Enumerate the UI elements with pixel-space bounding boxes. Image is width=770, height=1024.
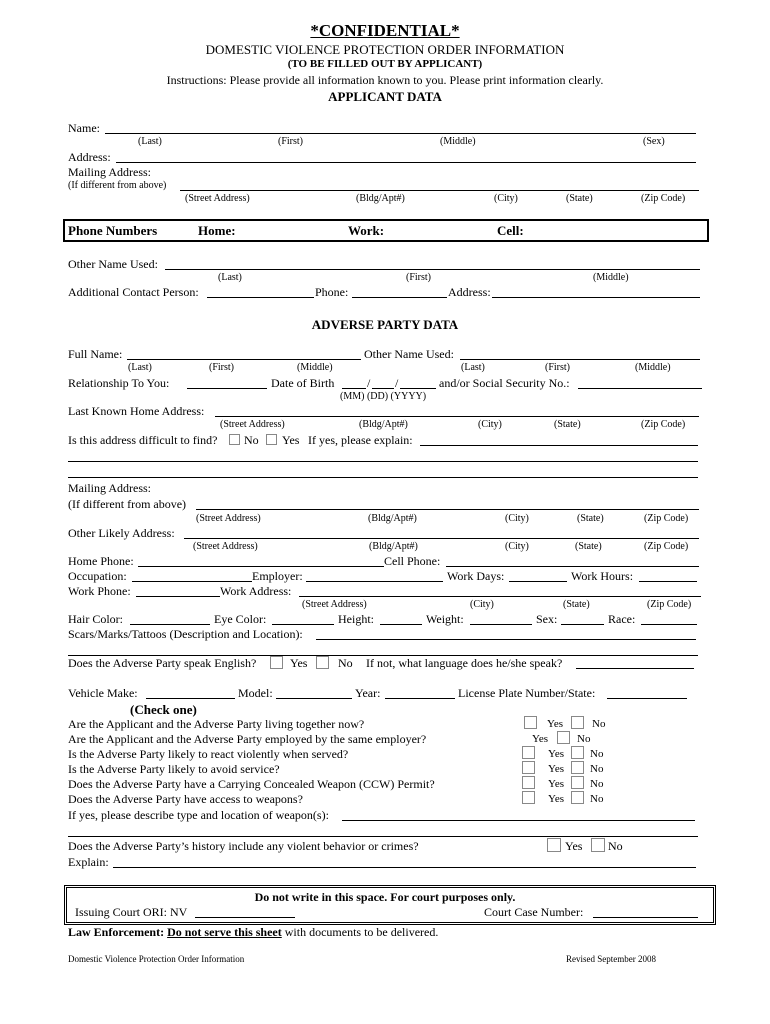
home-phone-field[interactable] — [138, 566, 384, 567]
fill-note: (TO BE FILLED OUT BY APPLICANT) — [287, 58, 483, 70]
court-ori-field — [195, 917, 295, 918]
caption-state: (State) — [577, 513, 604, 524]
home-phone-label[interactable]: Home: — [198, 223, 236, 238]
explain-field-line-2[interactable] — [68, 461, 698, 462]
react-violently-no-checkbox[interactable] — [571, 746, 584, 759]
cell-phone-label[interactable]: Cell: — [497, 223, 524, 238]
caption-city: (City) — [494, 193, 518, 204]
caption-street: (Street Address) — [220, 419, 285, 430]
work-days-label: Work Days: — [447, 569, 505, 583]
ssn-field[interactable] — [578, 388, 702, 389]
explain-question: If yes, please explain: — [308, 433, 413, 447]
no-label: No — [577, 733, 591, 745]
dob-month-field[interactable] — [342, 388, 366, 389]
work-hours-field[interactable] — [639, 581, 697, 582]
avoid-service-no-checkbox[interactable] — [571, 761, 584, 774]
weapons-yes-checkbox[interactable] — [522, 791, 535, 804]
last-known-address-label: Last Known Home Address: — [68, 404, 205, 418]
difficult-no-checkbox[interactable] — [229, 434, 240, 445]
footer-left: Domestic Violence Protection Order Information — [68, 954, 245, 964]
relationship-label: Relationship To You: — [68, 376, 170, 390]
applicant-address-label: Address: — [68, 150, 111, 164]
history-yes-checkbox[interactable] — [547, 838, 561, 852]
caption-zip: (Zip Code) — [644, 541, 689, 552]
no-label: No — [590, 793, 604, 805]
weapons-describe-line-2[interactable] — [68, 836, 698, 837]
sex-field[interactable] — [561, 624, 604, 625]
difficult-yes-label: Yes — [282, 433, 300, 447]
question-avoid-service: Is the Adverse Party likely to avoid service? — [68, 762, 280, 776]
question-ccw-permit: Does the Adverse Party have a Carrying Concealed Weapon (CCW) Permit? — [68, 777, 435, 791]
sex-label: Sex: — [536, 612, 558, 626]
caption-first: (First) — [406, 272, 431, 283]
caption-street: (Street Address) — [302, 599, 367, 610]
footer-right: Revised September 2008 — [566, 954, 656, 964]
explain-field-line-3[interactable] — [68, 477, 698, 478]
height-field[interactable] — [380, 624, 422, 625]
living-together-yes-checkbox[interactable] — [524, 716, 537, 729]
adverse-full-name-label: Full Name: — [68, 347, 123, 361]
court-case-field — [593, 917, 698, 918]
race-label: Race: — [608, 612, 636, 626]
vehicle-make-field[interactable] — [146, 698, 235, 699]
caption-zip: (Zip Code) — [641, 419, 686, 430]
law-rest-text: with documents to be delivered. — [281, 925, 439, 939]
ccw-no-checkbox[interactable] — [571, 776, 584, 789]
caption-bldg: (Bldg/Apt#) — [359, 419, 408, 430]
history-no-checkbox[interactable] — [591, 838, 605, 852]
applicant-address-field[interactable] — [116, 162, 696, 163]
caption-zip: (Zip Code) — [641, 193, 686, 204]
difficult-question: Is this address difficult to find? — [68, 433, 218, 447]
react-violently-yes-checkbox[interactable] — [522, 746, 535, 759]
same-employer-checkbox[interactable] — [557, 731, 570, 744]
employer-field[interactable] — [306, 581, 443, 582]
adverse-other-name-field[interactable] — [460, 359, 700, 360]
dob-day-field[interactable] — [372, 388, 394, 389]
caption-bldg: (Bldg/Apt#) — [356, 193, 405, 204]
adverse-heading: ADVERSE PARTY DATA — [311, 317, 459, 332]
hair-color-field[interactable] — [130, 624, 210, 625]
dob-label: Date of Birth — [271, 376, 335, 390]
question-react-violently: Is the Adverse Party likely to react violently when served? — [68, 747, 349, 761]
phone-numbers-box — [63, 219, 709, 242]
english-question: Does the Adverse Party speak English? — [68, 656, 257, 670]
applicant-other-name-label: Other Name Used: — [68, 257, 158, 271]
no-label: No — [592, 718, 606, 730]
caption-city: (City) — [505, 541, 529, 552]
plate-label: License Plate Number/State: — [458, 686, 596, 700]
year-field[interactable] — [385, 698, 455, 699]
additional-phone-field[interactable] — [352, 297, 447, 298]
page-title: *CONFIDENTIAL* — [310, 21, 460, 40]
relationship-field[interactable] — [187, 388, 267, 389]
weight-label: Weight: — [426, 612, 464, 626]
court-ori-label: Issuing Court ORI: NV — [75, 905, 188, 919]
caption-first: (First) — [209, 362, 234, 373]
caption-state: (State) — [563, 599, 590, 610]
cell-phone-label: Cell Phone: — [384, 554, 441, 568]
vehicle-make-label: Vehicle Make: — [68, 686, 138, 700]
occupation-field[interactable] — [132, 581, 252, 582]
scars-label: Scars/Marks/Tattoos (Description and Location): — [68, 627, 303, 641]
adverse-mailing-label: Mailing Address: — [68, 481, 151, 495]
no-label: No — [590, 748, 604, 760]
court-notice: Do not write in this space. For court purposes only. — [254, 890, 516, 904]
yes-label: Yes — [548, 793, 565, 805]
applicant-heading: APPLICANT DATA — [328, 89, 442, 104]
scars-field[interactable] — [316, 639, 696, 640]
work-days-field[interactable] — [509, 581, 567, 582]
no-label: No — [590, 778, 604, 790]
applicant-other-name-field[interactable] — [165, 269, 700, 270]
question-living-together: Are the Applicant and the Adverse Party living together now? — [68, 717, 365, 731]
weapons-describe-field[interactable] — [342, 820, 695, 821]
model-label: Model: — [238, 686, 273, 700]
history-no-label: No — [608, 839, 623, 853]
law-enforcement-label: Law Enforcement: — [68, 925, 165, 939]
difficult-no-label: No — [244, 433, 259, 447]
race-field[interactable] — [641, 624, 697, 625]
employer-label: Employer: — [252, 569, 303, 583]
ssn-label: and/or Social Security No.: — [439, 376, 570, 390]
caption-street: (Street Address) — [185, 193, 250, 204]
caption-street: (Street Address) — [193, 541, 258, 552]
yes-label: Yes — [547, 718, 564, 730]
caption-sex: (Sex) — [643, 136, 665, 147]
do-not-serve-text: Do not serve this sheet — [167, 925, 282, 939]
ccw-yes-checkbox[interactable] — [522, 776, 535, 789]
adverse-mailing-field[interactable] — [196, 509, 699, 510]
caption-street: (Street Address) — [196, 513, 261, 524]
caption-middle: (Middle) — [440, 136, 476, 147]
cell-phone-field[interactable] — [446, 566, 699, 567]
work-address-field[interactable] — [299, 596, 701, 597]
no-label: No — [590, 763, 604, 775]
model-field[interactable] — [276, 698, 352, 699]
additional-contact-field[interactable] — [207, 297, 314, 298]
caption-city: (City) — [470, 599, 494, 610]
caption-state: (State) — [554, 419, 581, 430]
question-same-employer: Are the Applicant and the Adverse Party employed by the same employer? — [68, 732, 427, 746]
caption-city: (City) — [505, 513, 529, 524]
english-no-label: No — [338, 656, 353, 670]
eye-color-label: Eye Color: — [214, 612, 267, 626]
caption-zip: (Zip Code) — [644, 513, 689, 524]
work-phone-label: Work Phone: — [68, 584, 131, 598]
language-question: If not, what language does he/she speak? — [366, 656, 563, 670]
english-yes-checkbox[interactable] — [270, 656, 283, 669]
work-address-label: Work Address: — [220, 584, 292, 598]
court-case-label: Court Case Number: — [484, 905, 584, 919]
additional-contact-label: Additional Contact Person: — [68, 285, 199, 299]
yes-label: Yes — [532, 733, 549, 745]
explain-field[interactable] — [420, 445, 698, 446]
dob-year-field[interactable] — [400, 388, 436, 389]
weapons-no-checkbox[interactable] — [571, 791, 584, 804]
year-label: Year: — [355, 686, 381, 700]
check-one-label: (Check one) — [130, 702, 197, 717]
instructions: Instructions: Please provide all information known to you. Please print information clearly. — [166, 73, 604, 87]
applicant-mailing-field[interactable] — [180, 190, 699, 191]
form-subtitle: DOMESTIC VIOLENCE PROTECTION ORDER INFORMATION — [205, 42, 565, 57]
work-phone-label[interactable]: Work: — [348, 223, 385, 238]
plate-field[interactable] — [607, 698, 687, 699]
work-hours-label: Work Hours: — [571, 569, 634, 583]
history-explain-field[interactable] — [113, 867, 696, 868]
applicant-if-different: (If different from above) — [68, 180, 167, 191]
caption-zip: (Zip Code) — [647, 599, 692, 610]
law-enforcement-note — [68, 926, 438, 938]
phone-numbers-label: Phone Numbers — [68, 223, 158, 238]
other-likely-address-field[interactable] — [184, 538, 699, 539]
hair-color-label: Hair Color: — [68, 612, 123, 626]
dob-format: (MM) (DD) (YYYY) — [340, 391, 427, 402]
applicant-mailing-label: Mailing Address: — [68, 165, 151, 179]
height-label: Height: — [338, 612, 374, 626]
weapons-describe-label: If yes, please describe type and location of weapon(s): — [68, 808, 329, 822]
last-known-address-field[interactable] — [215, 416, 699, 417]
other-likely-address-label: Other Likely Address: — [68, 526, 175, 540]
yes-label: Yes — [548, 763, 565, 775]
caption-middle: (Middle) — [593, 272, 629, 283]
caption-first: (First) — [278, 136, 303, 147]
adverse-other-name-label: Other Name Used: — [364, 347, 454, 361]
history-question: Does the Adverse Party’s history include any violent behavior or crimes? — [68, 839, 419, 853]
adverse-if-different: (If different from above) — [68, 497, 187, 511]
occupation-label: Occupation: — [68, 569, 127, 583]
caption-last: (Last) — [218, 272, 242, 283]
applicant-name-label: Name: — [68, 121, 100, 135]
caption-middle: (Middle) — [635, 362, 671, 373]
english-no-checkbox[interactable] — [316, 656, 329, 669]
caption-bldg: (Bldg/Apt#) — [368, 513, 417, 524]
explain-label: Explain: — [68, 855, 109, 869]
work-phone-field[interactable] — [136, 596, 220, 597]
additional-address-field[interactable] — [492, 297, 700, 298]
caption-city: (City) — [478, 419, 502, 430]
weight-field[interactable] — [470, 624, 532, 625]
caption-last: (Last) — [128, 362, 152, 373]
home-phone-label: Home Phone: — [68, 554, 134, 568]
adverse-full-name-field[interactable] — [127, 359, 361, 360]
english-yes-label: Yes — [290, 656, 308, 670]
additional-address-label: Address: — [448, 285, 491, 299]
caption-last: (Last) — [461, 362, 485, 373]
caption-first: (First) — [545, 362, 570, 373]
caption-middle: (Middle) — [297, 362, 333, 373]
additional-phone-label: Phone: — [315, 285, 349, 299]
living-together-no-checkbox[interactable] — [571, 716, 584, 729]
caption-bldg: (Bldg/Apt#) — [369, 541, 418, 552]
yes-label: Yes — [548, 748, 565, 760]
avoid-service-yes-checkbox[interactable] — [522, 761, 535, 774]
difficult-yes-checkbox[interactable] — [266, 434, 277, 445]
applicant-name-field[interactable] — [105, 133, 696, 134]
language-field[interactable] — [576, 668, 694, 669]
caption-state: (State) — [575, 541, 602, 552]
eye-color-field[interactable] — [272, 624, 334, 625]
caption-last: (Last) — [138, 136, 162, 147]
caption-state: (State) — [566, 193, 593, 204]
yes-label: Yes — [548, 778, 565, 790]
history-yes-label: Yes — [565, 839, 583, 853]
question-access-weapons: Does the Adverse Party have access to weapons? — [68, 792, 303, 806]
